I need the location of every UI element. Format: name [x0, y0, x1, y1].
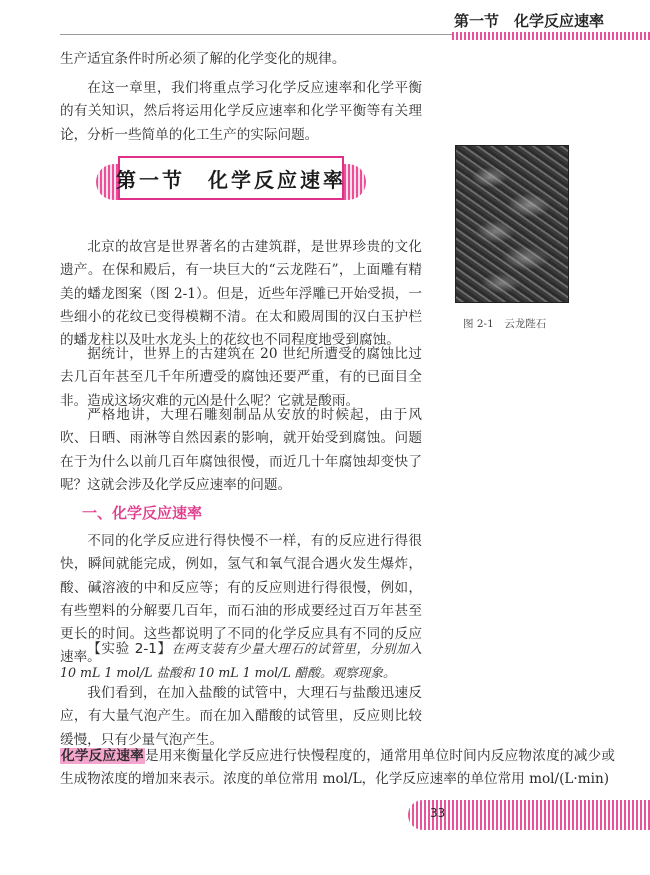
subsection-heading: 一、化学反应速率 [82, 504, 203, 522]
body-paragraph-3: 严格地讲，大理石雕刻制品从安放的时候起，由于风吹、日晒、雨淋等自然因素的影响，就开始受到腐蚀。问题在于为什么以前几百年腐蚀很慢，而近几十年腐蚀却变快了呢？这就会涉及化学反应速率的问题。 [60, 407, 422, 493]
section1-paragraph-2: 我们看到，在加入盐酸的试管中，大理石与盐酸迅速反应，有大量气泡产生。而在加入醋酸的试管里，反应则比较缓慢，只有少量气泡产生。 [60, 685, 422, 748]
experiment-label: 【实验 2-1】 [87, 641, 172, 657]
section1-paragraph-1: 不同的化学反应进行得快慢不一样，有的反应进行得很快，瞬间就能完成，例如，氢气和氧气混合遇火发生爆炸，酸、碱溶液的中和反应等；有的反应则进行得很慢，例如，有些塑料的分解要几百年，而石油的形成要经过百万年甚至更长的时间。这些都说明了不同的化学反应具有不同的反应速率。 [60, 533, 422, 666]
banner-box [118, 156, 344, 200]
figure-caption: 图 2-1 云龙陛石 [463, 318, 547, 330]
carved-stone-photo [455, 145, 569, 303]
header-rule [60, 34, 452, 35]
section-banner [96, 156, 366, 206]
intro-paragraph-2: 在这一章里，我们将重点学习化学反应速率和化学平衡的有关知识，然后将运用化学反应速率和化学平衡等有关理论，分析一些简单的化工生产的实际问题。 [60, 80, 422, 143]
body-paragraph-1: 北京的故宫是世界著名的古建筑群，是世界珍贵的文化遗产。在保和殿后，有一块巨大的“云龙陛石”，上面雕有精美的蟠龙图案（图 2-1）。但是，近些年浮雕已开始受损，一些细小的花纹已变得模糊不清。在太和殿周围的汉白玉护栏的蟠龙柱以及吐水龙头上的花纹也不同程度地受到腐蚀。 [60, 239, 422, 349]
definition-text: 是用来衡量化学反应进行快慢程度的，通常用单位时间内反应物浓度的减少或生成物浓度的增加来表示。浓度的单位常用 mol/L，化学反应速率的单位常用 mol/(L·min) [60, 748, 616, 788]
highlighted-term: 化学反应速率 [61, 748, 144, 764]
running-title: 第一节 化学反应速率 [454, 12, 605, 30]
running-header [0, 0, 650, 40]
definition-paragraph [60, 745, 615, 792]
page-number: 33 [430, 806, 446, 820]
section-title: 第一节 化学反应速率 [116, 167, 346, 192]
experiment-2-1 [60, 637, 422, 686]
header-stripe-decoration [452, 32, 650, 40]
intro-paragraph-1: 生产适宜条件时所必须了解的化学变化的规律。 [60, 51, 346, 67]
body-paragraph-2: 据统计，世界上的古建筑在 20 世纪所遭受的腐蚀比过去几百年甚至几千年所遭受的腐蚀还要严重，有的已面目全非。造成这场灾难的元凶是什么呢？它就是酸雨。 [60, 346, 422, 409]
experiment-text: 在两支装有少量大理石的试管里，分别加入 10 mL 1 mol/L 盐酸和 10 mL 1 mol/L 醋酸。观察现象。 [60, 641, 422, 681]
